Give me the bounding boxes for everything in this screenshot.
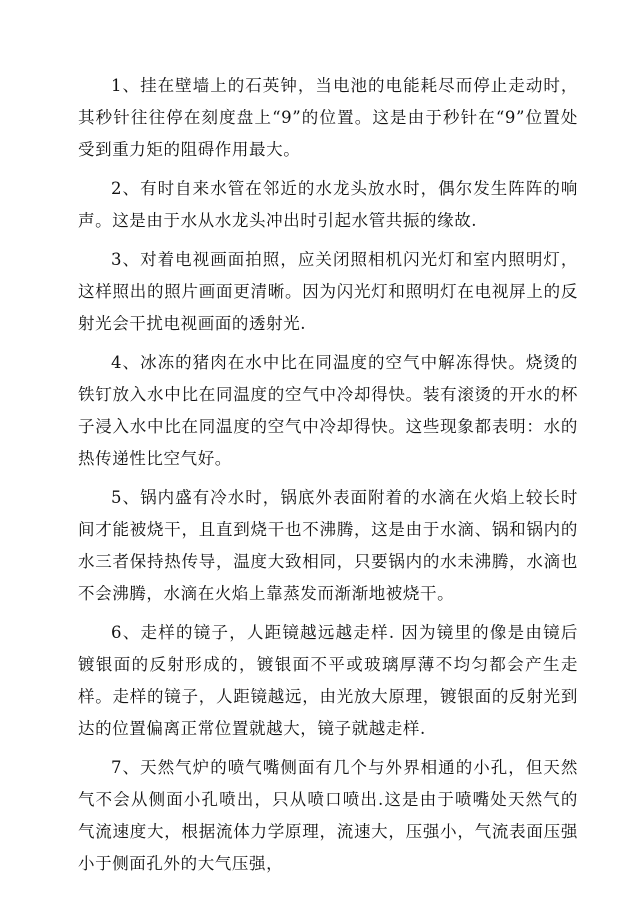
paragraph-3: 3、对着电视画面拍照，应关闭照相机闪光灯和室内照明灯，这样照出的照片画面更清晰。因为闪光灯和照明灯在电视屏上的反射光会干扰电视画面的透射光. <box>78 250 578 333</box>
paragraph-1: 1、挂在壁墙上的石英钟，当电池的电能耗尽而停止走动时，其秒针往往停在刻度盘上“9”的位置。这是由于秒针在“9”位置处受到重力矩的阻碍作用最大。 <box>78 76 578 159</box>
paragraph-6: 6、走样的镜子，人距镜越远越走样. 因为镜里的像是由镜后镀银面的反射形成的，镀银面不平或玻璃厚薄不均匀都会产生走样。走样的镜子，人距镜越远，由光放大原理，镀银面的反射光到达的位置偏离正常位置就越大，镜子就越走样. <box>78 623 578 738</box>
paragraph-5: 5、锅内盛有冷水时，锅底外表面附着的水滴在火焰上较长时间才能被烧干，且直到烧干也不沸腾，这是由于水滴、锅和锅内的水三者保持热传导，温度大致相同，只要锅内的水未沸腾，水滴也不会沸腾，水滴在火焰上靠蒸发而渐渐地被烧干。 <box>78 488 578 603</box>
paragraph-2: 2、有时自来水管在邻近的水龙头放水时，偶尔发生阵阵的响声。这是由于水从水龙头冲出时引起水管共振的缘故. <box>78 179 578 230</box>
paragraph-7: 7、天然气炉的喷气嘴侧面有几个与外界相通的小孔，但天然气不会从侧面小孔喷出，只从喷口喷出.这是由于喷嘴处天然气的气流速度大，根据流体力学原理，流速大，压强小，气流表面压强小于侧面孔外的大气压强， <box>78 758 578 873</box>
document-body <box>78 70 578 887</box>
paragraph-4: 4、冰冻的猪肉在水中比在同温度的空气中解冻得快。烧烫的铁钉放入水中比在同温度的空气中冷却得快。装有滚烫的开水的杯子浸入水中比在同温度的空气中冷却得快。这些现象都表明：水的热传递性比空气好。 <box>78 353 578 468</box>
